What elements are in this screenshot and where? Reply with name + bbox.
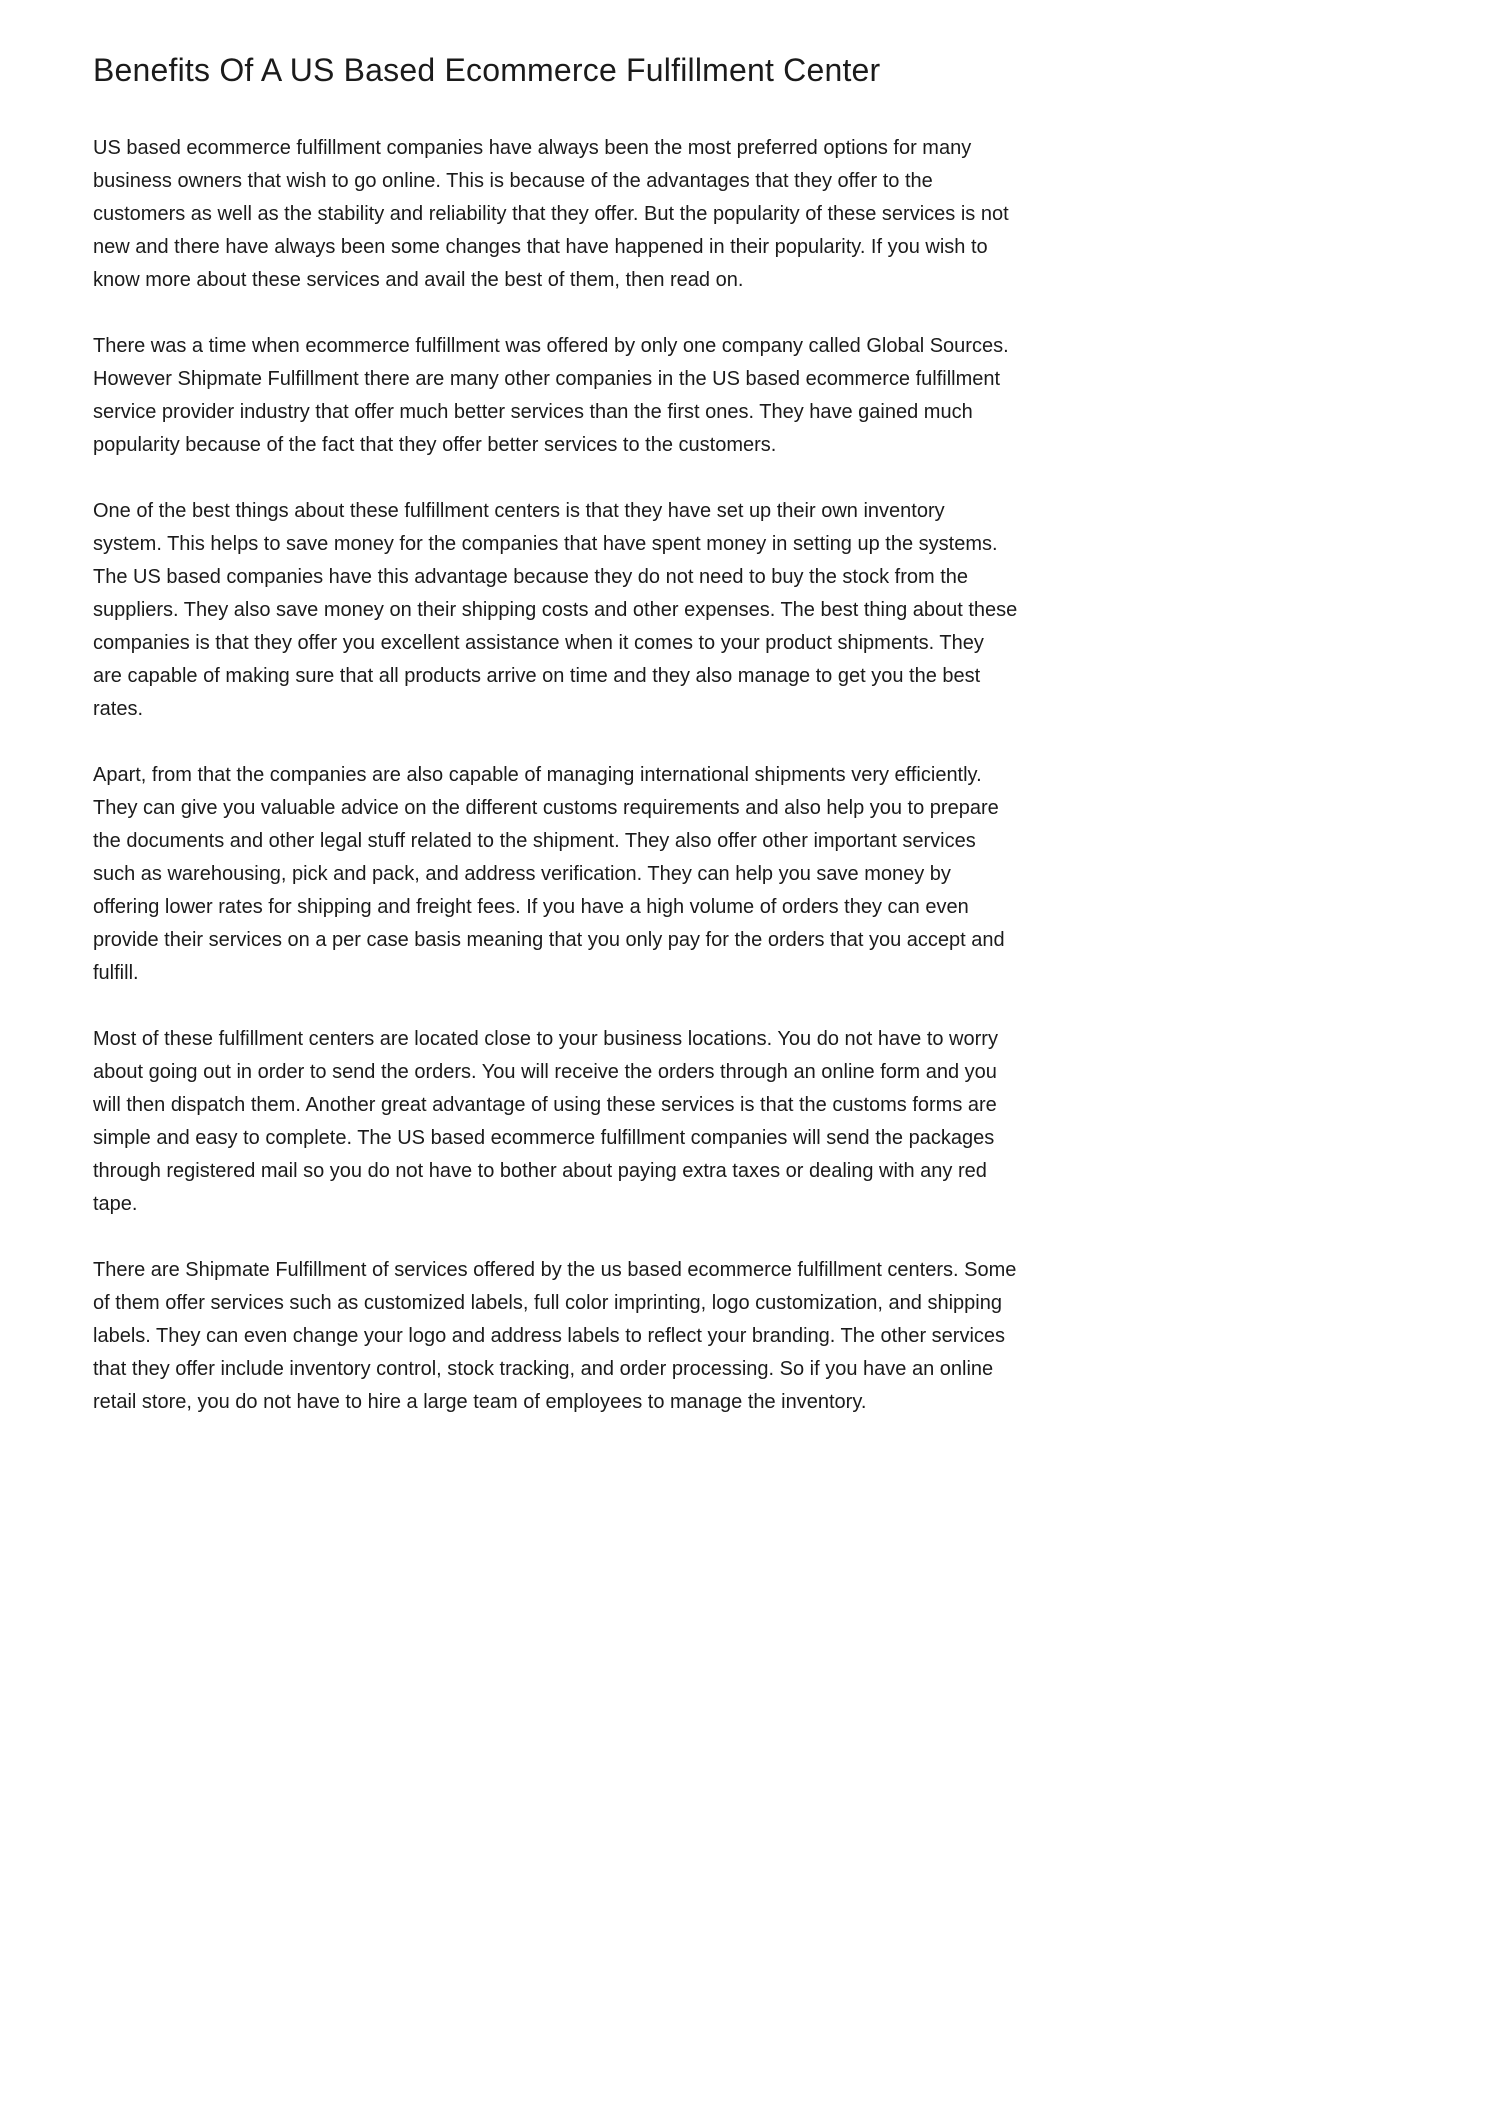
paragraph: Most of these fulfillment centers are located close to your business locations. You do not have to worry about going out in order to send the orders. You will receive the orders through an online form and you will then dispatch them. Another great advantage of using these services is that the customs forms are simple and easy to complete. The US based ecommerce fulfillment companies will send the packages through registered mail so you do not have to bother about paying extra taxes or dealing with any red tape. (93, 1028, 998, 1215)
paragraph: There are Shipmate Fulfillment of services offered by the us based ecommerce fulfillment centers. Some of them offer services such as customized labels, full color imprinting, logo customization, and shipping labels. They can even change your logo and address labels to reflect your branding. The other services that they offer include inventory control, stock tracking, and order processing. So if you have an online retail store, you do not have to hire a large team of employees to manage the inventory. (93, 1259, 1017, 1413)
paragraph: US based ecommerce fulfillment companies have always been the most preferred options for many business owners that wish to go online. This is because of the advantages that they offer to the customers as well as the stability and reliability that they offer. But the popularity of these services is not new and there have always been some changes that have happened in their popularity. If you wish to know more about these services and avail the best of them, then read on. (93, 137, 1009, 291)
paragraph: One of the best things about these fulfillment centers is that they have set up their own inventory system. This helps to save money for the companies that have spent money in setting up the systems. The US based companies have this advantage because they do not need to buy the stock from the suppliers. They also save money on their shipping costs and other expenses. The best thing about these companies is that they offer you excellent assistance when it comes to your product shipments. They are capable of making sure that all products arrive on time and they also manage to get you the best rates. (93, 500, 1018, 720)
paragraph: There was a time when ecommerce fulfillment was offered by only one company called Global Sources. However Shipmate Fulfillment there are many other companies in the US based ecommerce fulfillment service provider industry that offer much better services than the first ones. They have gained much popularity because of the fact that they offer better services to the customers. (93, 335, 1009, 456)
page-title: Benefits Of A US Based Ecommerce Fulfillment Center (93, 52, 881, 88)
article (0, 0, 1020, 1419)
paragraph: Apart, from that the companies are also capable of managing international shipments very efficiently. They can give you valuable advice on the different customs requirements and also help you to prepare the documents and other legal stuff related to the shipment. They also offer other important services such as warehousing, pick and pack, and address verification. They can help you save money by offering lower rates for shipping and freight fees. If you have a high volume of orders they can even provide their services on a per case basis meaning that you only pay for the orders that you accept and fulfill. (93, 764, 1005, 984)
